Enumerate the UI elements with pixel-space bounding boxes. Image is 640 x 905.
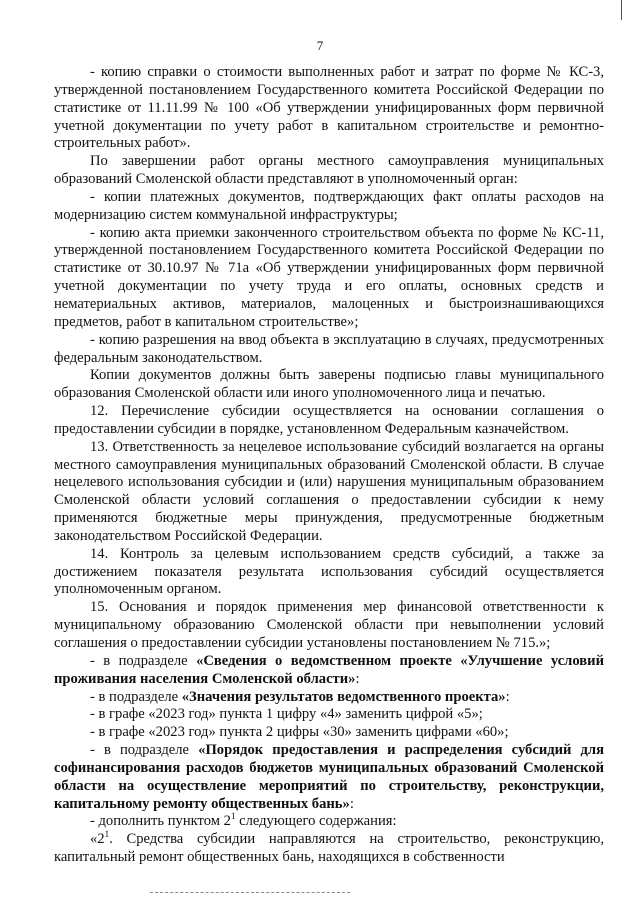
amendment-suffix: : <box>505 688 510 705</box>
paragraph: - копию разрешения на ввод объекта в эксплуатацию в случаях, предусмотренных федеральным законодательством. <box>54 331 604 366</box>
page-number: 7 <box>316 38 324 53</box>
paragraph: - копию справки о стоимости выполненных работ и затрат по форме № КС-3, утвержденной постановлением Государственного комитета Российской Федерации по статистике от 11.11.99 № 100 «Об утверждении унифицированных форм первичной учетной документации по учету работ в капитальном строительстве и ремонтно-строительных работ». <box>54 64 604 152</box>
amendment-prefix: - в подразделе <box>90 688 182 705</box>
bottom-rule <box>150 892 350 893</box>
amendment-paragraph <box>54 689 604 707</box>
amendment-bold: «Порядок предоставления и распределения субсидий для софинансирования расходов бюджетов муниципальных образований Смоленской области на осуществление мероприятий по строительству, реконструкции, капитальному ремонту общественных бань» <box>54 742 605 812</box>
amendment-suffix: : <box>355 670 360 687</box>
amendment-bold: «Значения результатов ведомственного проекта» <box>181 688 506 705</box>
page-edge-line <box>621 0 622 20</box>
amendment-paragraph: - в графе «2023 год» пункта 1 цифру «4» заменить цифрой «5»; <box>90 706 483 723</box>
amendment-paragraph: - в графе «2023 год» пункта 2 цифры «30» заменить цифрами «60»; <box>90 724 509 741</box>
amendment-bold: «Сведения о ведомственном проекте «Улучшение условий проживания населения Смоленской области» <box>54 652 604 687</box>
paragraph: По завершении работ органы местного самоуправления муниципальных образований Смоленской области представляют в уполномоченный орган: <box>54 153 604 188</box>
amendment-prefix: - в подразделе <box>90 652 197 669</box>
superscript: 1 <box>104 829 110 840</box>
amendment-paragraph <box>54 653 604 689</box>
paragraph: 15. Основания и порядок применения мер финансовой ответственности к муниципальному образованию Смоленской области при невыполнении условий соглашения о предоставлении субсидии установлены постановлением № 715.»; <box>54 599 604 651</box>
paragraph: 13. Ответственность за нецелевое использование субсидий возлагается на органы местного самоуправления муниципальных образований Смоленской области. В случае нецелевого использования субсидии и (или) нарушения муниципальным образованием Смоленской области условий соглашения о предоставлении субсидии к нему применяются бюджетные меры принуждения, предусмотренные бюджетным законодательством Российской Федерации. <box>54 438 604 544</box>
amendment-suffix: : <box>349 795 354 812</box>
amendment-prefix: - в подразделе <box>90 742 199 759</box>
amendment-paragraph <box>54 813 604 831</box>
amendment-prefix: - дополнить пунктом 2 <box>90 813 231 830</box>
paragraph: Копии документов должны быть заверены подписью главы муниципального образования Смоленской области или иного уполномоченного лица и печатью. <box>54 367 604 402</box>
superscript: 1 <box>230 811 236 822</box>
paragraph: - копии платежных документов, подтверждающих факт оплаты расходов на модернизацию систем коммунальной инфраструктуры; <box>54 188 604 223</box>
new-clause-paragraph <box>54 831 604 867</box>
document-body <box>54 64 604 867</box>
clause-text: . Средства субсидии направляются на строительство, реконструкцию, капитальный ремонт общественных бань, находящихся в собственности <box>54 831 604 866</box>
amendment-suffix: следующего содержания: <box>235 813 397 830</box>
paragraph: 14. Контроль за целевым использованием средств субсидий, а также за достижением показателя результата использования субсидий осуществляется уполномоченным органом. <box>54 545 604 598</box>
amendment-paragraph <box>54 742 604 813</box>
clause-prefix: «2 <box>90 831 105 848</box>
paragraph: - копию акта приемки законченного строительством объекта по форме № КС-11, утвержденной постановлением Государственного комитета Российской Федерации по статистике от 30.10.97 № 71а «Об утверждении унифицированных форм первичной учетной документации по учету труда и его оплаты, основных средств и нематериальных активов, материалов, малоценных и быстроизнашивающихся предметов, работ в капитальном строительстве»; <box>54 224 604 330</box>
paragraph: 12. Перечисление субсидии осуществляется на основании соглашения о предоставлении субсидии в порядке, установленном Федеральным казначейством. <box>54 403 604 437</box>
